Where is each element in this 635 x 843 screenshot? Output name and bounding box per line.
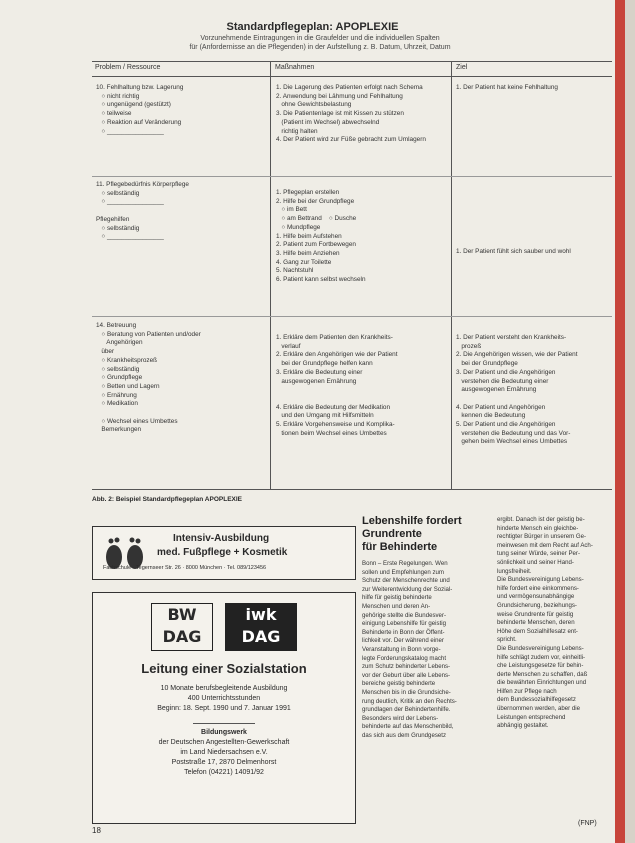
ad-dag-headline: Leitung einer Sozialstation: [141, 661, 307, 676]
column-divider-2: [451, 61, 452, 489]
source-tag: (FNP): [578, 820, 597, 827]
plan-intro: Vorzunehmende Eintragungen in die Graufelder und die individuellen Spalten für (Anfordernisse an die Pflegenden) in der Aufstellung z. B. Datum, Uhrzeit, Datum: [189, 35, 451, 51]
ad-dag-line: im Land Niedersachsen e.V.: [180, 749, 268, 756]
row-divider: [92, 316, 612, 317]
ad-foot-address: Fachschule · Tegernseer Str. 26 · 8000 München · Tel. 089/123456: [103, 565, 267, 571]
article-column-2: ergibt. Danach ist der geistig be- hinderte Mensch ein gleichbe- rechtigter Bürger in unserem Ge- meinwesen mit dem Recht auf Ach- tung seiner Würde, seiner Per- sönlichkeit und seiner Hand- lungsfreiheit. Die Bundesvereinigung Lebens- hilfe fordert eine einkommens- und vermögensunabhängige Grundsicherung, beziehungs- weise Grundrente für geistig behinderte Menschen, deren Höhe dem Sozialhilfesatz ent- spricht. Die Bundesvereinigung Lebens- hilfe schlägt zudem vor, einheitli- che Leistungsgesetze für behin- derte Menschen zu schaffen, daß die bewährten Einrichtungen und Hilfen zur Pflege nach dem Bundessozialhilfegesetz übernommen werden, aber die Leistungen entsprechend abhängig gestaltet.: [497, 516, 593, 730]
column-header-measures: Maßnahmen: [275, 64, 315, 71]
row-goal: 1. Der Patient versteht den Krankheits- prozeß 2. Die Angehörigen wissen, wie der Patient bei der Grundpflege 3. Der Patient und die Angehörigen verstehen die Bedeutung einer ausgewogenen Ernährung 4. Der Patient und Angehörigen kennen die Bedeutung 5. Der Patient und die Angehörigen verstehen die Bedeutung und das Vor- gehen beim Wechsel eines Umbettes: [456, 334, 578, 446]
ad-foot-subheadline: med. Fußpflege + Kosmetik: [157, 547, 288, 558]
iwk-dag-logo: iwk DAG: [225, 603, 297, 651]
table-bottom-rule: [92, 489, 612, 490]
plan-title: Standardpflegeplan: APOPLEXIE: [226, 21, 399, 33]
table-header-rule: [92, 76, 612, 77]
table-top-rule: [92, 61, 612, 62]
ad-dag-line: der Deutschen Angestellten-Gewerkschaft: [158, 739, 290, 746]
article-headline: Lebenshilfe fordert Grundrente für Behinderte: [362, 515, 462, 553]
column-header-problem: Problem / Ressource: [95, 64, 161, 71]
dag-training-ad: [92, 592, 356, 824]
ad-foot-headline: Intensiv-Ausbildung: [173, 533, 270, 544]
column-divider-1: [270, 61, 271, 489]
article-column-1: Bonn – Erste Regelungen. Wen sollen und Empfehlungen zum Schutz der Menschenrechte und zur Weiterentwicklung der Sozial- hilfe für geistig behinderte Menschen und deren An- gehörige stellte die Bundesver- einigung Lebenshilfe für geistig Behinderte in Bonn der Öffent- lichkeit vor. Der während einer Veranstaltung in Bonn vorge- legte Forderungskatalog macht zum Schutz behinderter Lebens- vor der Geburt über alle Lebens- bereiche geistig behinderte Menschen bis in die Grundsiche- rung deutlich, Kritik an den Rechts- grundlagen der Behindertenhilfe. Besonders wird der Lebens- behinderte auf das Menschenbild, das sich aus dem Grundgesetz: [362, 560, 457, 739]
row-problem: 11. Pflegebedürfnis Körperpflege ○ selbständig ○ ________________ Pflegehilfen ○ selbständig ○ ________________: [96, 181, 189, 241]
row-problem: 14. Betreuung ○ Beratung von Patienten und/oder Angehörigen über ○ Krankheitsprozeß ○ selbständig ○ Grundpflege ○ Betten und Lagern ○ Ernährung ○ Medikation ○ Wechsel eines Umbettes Bemerkungen: [96, 322, 201, 434]
row-problem: 10. Fehlhaltung bzw. Lagerung ○ nicht richtig ○ ungenügend (gestützt) ○ teilweise ○ Reaktion auf Veränderung ○ ________________: [96, 84, 184, 135]
figure-caption: Abb. 2: Beispiel Standardpflegeplan APOPLEXIE: [92, 496, 243, 503]
row-divider: [92, 176, 612, 177]
row-goal: 1. Der Patient fühlt sich sauber und wohl: [456, 248, 571, 255]
ad-dag-divider: [193, 723, 255, 724]
ad-dag-line: 10 Monate berufsbegleitende Ausbildung: [160, 685, 288, 692]
foot-care-ad: [92, 526, 356, 580]
row-measures: 1. Die Lagerung des Patienten erfolgt nach Schema 2. Anwendung bei Lähmung und Fehlhaltung ohne Gewichtsbelastung 3. Die Patientenlage ist mit Kissen zu stützen (Patient im Wechsel) abwechselnd richtig halten 4. Der Patient wird zur Füße gebracht zum Umlagern: [276, 84, 426, 144]
page-number: 18: [92, 826, 101, 835]
row-goal: 1. Der Patient hat keine Fehlhaltung: [456, 84, 558, 91]
ad-dag-line: 400 Unterrichtsstunden: [187, 695, 261, 702]
row-measures: 1. Pflegeplan erstellen 2. Hilfe bei der Grundpflege ○ im Bett ○ am Bettrand ○ Dusche ○ Mundpflege 1. Hilfe beim Aufstehen 2. Patient zum Fortbewegen 3. Hilfe beim Anziehen 4. Gang zur Toilette 5. Nachtstuhl 6. Patient kann selbst wechseln: [276, 189, 366, 284]
ad-dag-line: Bildungswerk: [201, 729, 247, 736]
row-measures: 1. Erkläre dem Patienten den Krankheits- verlauf 2. Erkläre den Angehörigen wie der Patient bei der Grundpflege helfen kann 3. Erkläre die Bedeutung einer ausgewogenen Ernährung 4. Erkläre die Bedeutung der Medikation und den Umgang mit Hilfsmitteln 5. Erkläre Vorgehensweise und Komplika- tionen beim Wechsel eines Umbettes: [276, 334, 398, 437]
ad-dag-line: Beginn: 18. Sept. 1990 und 7. Januar 1991: [157, 705, 291, 712]
ad-dag-line: Poststraße 17, 2870 Delmenhorst: [171, 759, 277, 766]
bw-dag-logo: BW DAG: [151, 603, 213, 651]
ad-dag-line: Telefon (04221) 14091/92: [184, 769, 264, 776]
column-header-goal: Ziel: [456, 64, 468, 71]
